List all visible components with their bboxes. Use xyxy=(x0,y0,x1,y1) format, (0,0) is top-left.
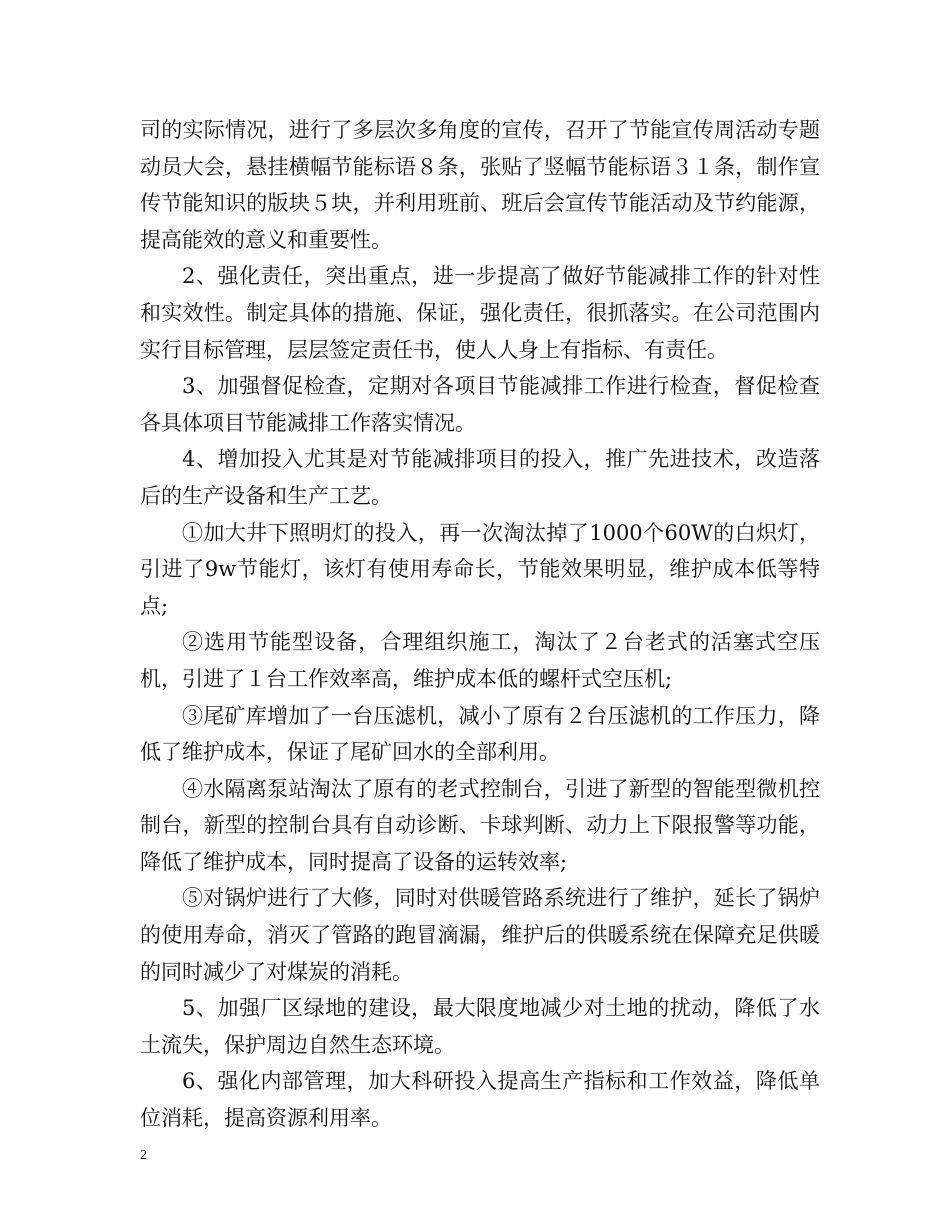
page-number: 2 xyxy=(140,1148,147,1163)
paragraph-subitem-3: ③尾矿库增加了一台压滤机，减小了原有２台压滤机的工作压力，降低了维护成本，保证了尾矿回水的全部利用。 xyxy=(140,703,820,765)
paragraph-item-6: 6、强化内部管理，加大科研投入提高生产指标和工作效益，降低单位消耗，提高资源利用率。 xyxy=(140,1069,820,1131)
paragraph-item-4: 4、增加投入尤其是对节能减排项目的投入，推广先进技术，改造落后的生产设备和生产工艺。 xyxy=(140,447,820,508)
paragraph-subitem-5: ⑤对锅炉进行了大修，同时对供暖管路系统进行了维护，延长了锅炉的使用寿命，消灭了管路的跑冒滴漏，维护后的供暖系统在保障充足供暖的同时减少了对煤炭的消耗。 xyxy=(140,886,820,984)
paragraph-subitem-4: ④水隔离泵站淘汰了原有的老式控制台，引进了新型的智能型微机控制台，新型的控制台具有自动诊断、卡球判断、动力上下限报警等功能，降低了维护成本，同时提高了设备的运转效率; xyxy=(140,776,820,874)
document-body xyxy=(140,112,820,1137)
paragraph-subitem-2: ②选用节能型设备，合理组织施工，淘汰了２台老式的活塞式空压机，引进了１台工作效率高，维护成本低的螺杆式空压机; xyxy=(140,630,820,691)
paragraph-continuation: 司的实际情况，进行了多层次多角度的宣传，召开了节能宣传周活动专题动员大会，悬挂横幅节能标语８条，张贴了竖幅节能标语３１条，制作宣传节能知识的版块５块，并利用班前、班后会宣传节能活动及节约能源，提高能效的意义和重要性。 xyxy=(140,118,820,252)
paragraph-item-2: 2、强化责任，突出重点，进一步提高了做好节能减排工作的针对性和实效性。制定具体的措施、保证，强化责任，很抓落实。在公司范围内实行目标管理，层层签定责任书，使人人身上有指标、有责任。 xyxy=(140,264,820,362)
paragraph-item-5: 5、加强厂区绿地的建设，最大限度地减少对土地的扰动，降低了水土流失，保护周边自然生态环境。 xyxy=(140,996,820,1057)
paragraph-item-3: 3、加强督促检查，定期对各项目节能减排工作进行检查，督促检查各具体项目节能减排工作落实情况。 xyxy=(140,374,820,435)
paragraph-subitem-1: ①加大井下照明灯的投入，再一次淘汰掉了1000个60W的白炽灯，引进了9w节能灯，该灯有使用寿命长，节能效果明显，维护成本低等特点; xyxy=(140,520,820,618)
